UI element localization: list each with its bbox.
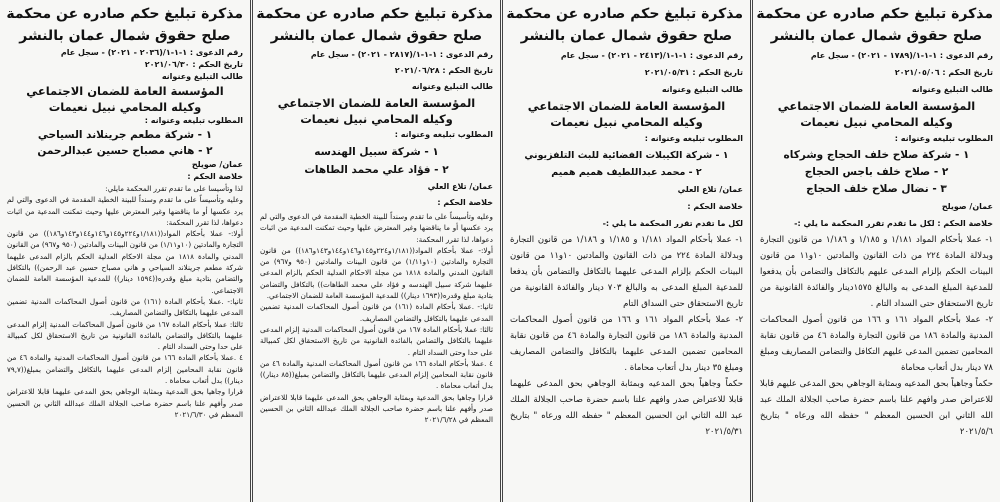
respondent-item: ٢ - صلاح خلف باجس الحجاج <box>804 166 949 178</box>
judgment-paragraph: أولا:- عملا بأحكام المواد((١/١٨١و٢٢٤و١٤٥و١٤٦و١٤٤و١٤٣و١٨٦)) من قانون التجارة والمادتين (١٠و١/١١) من قانون البينات والمادتين (٩٥٠ و٩٦٧) من القانون المدني والمادة ١٨١٨ من مجلة الاحكام العدلية الحكم بالزام المدعى عليهما شركة مطعم جرينلاند السياحي و هاني مصباح حسين عبد الرحمن)) بالتكافل والتضامن بتادية مبلغ وقدره((١٥٩٤ دينار)) للمدعية المؤسسة العامة للضمان الاجتماعي. <box>7 229 243 295</box>
judgment-paragraph: أولا:- عملا بأحكام المواد((١/١٨١و٢٢٤و١٤٥و١٤٦و١٤٤و١٤٣و١٨٦)) من قانون التجارة والمادتين (١٠و١/١١) من قانون البينات والمادتين (٩٥٠ و٩٦٧) من القانون المدني والمادة ١٨١٨ من مجلة الاحكام العدلية الحكم بالزام المدعى عليهما شركة سبيل الهندسه و فؤاد علي محمد الطاهات)) بالتكافل والتضامن بتادية مبلغ وقدره((١٦٩٣ دينار)) للمدعية المؤسسة العامة للضمان الاجتماعي. <box>260 245 494 301</box>
respondent-item: ١ - شركة الكيبلات الفضائية للبث التلفزيوني <box>524 150 729 161</box>
notice-title: صلح حقوق شمال عمان بالنشر <box>770 28 983 44</box>
notice-title: مذكرة تبليغ حكم صادره عن محكمة <box>506 6 743 22</box>
judgment-paragraph: ثانيا:- .عملا بأحكام المادة (١٦١) من قانون أصول المحاكمات المدنية تضمين المدعى عليهما بالتكافل والتضامن المصاريف. <box>260 302 493 323</box>
judgment-paragraph: ثالثا: عملا بأحكام المادة ١٦٧ من قانون أصول المحاكمات المدنية إلزام المدعى عليهما بالتكافل والتضامن بالفائدة القانونية من تاريخ الاستحقاق لكل كمبيالة على حدا وحتى السداد التام . <box>260 324 493 357</box>
requester-label: طالب التبليغ وعنوانه <box>411 82 493 91</box>
judgment-paragraph: ١- عملا بأحكام المواد ١/١٨١ و ١/١٨٥ و ١/١٨٦ من قانون التجارة وبدلالة المادة ٢٢٤ من ذات القانون والمادتين ١٠و١١ من قانون البينات الحكم بإلزام المدعى عليهم بالتكافل والتضامن بأن يدفعوا للمدعية المبلغ المدعى به والبالغ ١٥٧٥دينار والفائدة القانونية من تاريخ الاستحقاق حتى السداد التام . <box>760 235 993 309</box>
respondent-label: المطلوب تبليغه وعنوانه : <box>394 130 493 139</box>
judgment-paragraph: قرارا وجاهيا بحق المدعية وبمثابة الوجاهي بحق المدعى عليهما قابلا للاعتراض صدر وأفهم علنا باسم حضرة صاحب الجلالة الملك عبدالله الثاني بن الحسين المعظم في ٢٠٢١/٦/٣٠ <box>7 387 243 419</box>
location: عمان/ تلاع العلي <box>427 182 493 191</box>
notice-column <box>750 0 1000 502</box>
judgment-paragraph: ٤ .عملا بأحكام المادة ١٦٦ من قانون أصول المحاكمات المدنية والمادة ٤٦ من قانون نقابة المحامين إلزام المدعى عليهما بالتكافل والتضامن بمبلغ((٨٥ دينار)) بدل أتعاب محاماة . <box>260 358 494 391</box>
judgment-paragraph: ٢- عملا بأحكام المواد ١٦١ و ١٦٦ من قانون أصول المحاكمات المدنية والمادة ١٨٦ من قانون التجارة والمادة ٤٦ من قانون نقابة المحامين تضمين المدعى عليهم التكافل والتضامن المصاريف ومبلغ ٧٨ دينار بدل أتعاب محاماة <box>760 315 994 373</box>
judgment-paragraph: وعليه وتأسيساً على ما تقدم وسنداً للبينة الخطية المقدمة في الدعوى والتي لم يرد عكسها أو ما يناقضها وغير المعترض عليها وحيث تمكنت المدعية من اثبات دعواها، لذا تقرر المحكمة: <box>260 212 493 244</box>
notice-column <box>500 0 750 502</box>
notice-column <box>0 0 250 502</box>
respondent-label: المطلوب تبليغه وعنوانه : <box>894 134 993 143</box>
case-number: رقم الدعوى : ١-١-١/(٢٤١٣ - ٢٠٢١) - سجل عام <box>560 51 743 60</box>
requester-label: طالب التبليغ وعنوانه <box>161 72 243 81</box>
notice-title: مذكرة تبليغ حكم صادره عن محكمة <box>6 6 243 22</box>
notice-title: صلح حقوق شمال عمان بالنشر <box>270 28 483 44</box>
respondent-item: ٣ - نضال صلاح خلف الحجاج <box>806 183 947 195</box>
judgment-date: تاريخ الحكم : ٢٠٢١/٠٦/٣٠ <box>144 60 243 69</box>
requester-name: وكيله المحامي نبيل نعيمات <box>300 112 453 126</box>
judgment-paragraph: لذا وتأسيسا على ما تقدم تقرر المحكمة مايلي: <box>105 184 243 193</box>
respondent-item: ٢ - هاني مصباح حسين عبدالرحمن <box>37 145 213 157</box>
requester-name: وكيله المحامي نبيل نعيمات <box>48 100 202 114</box>
respondent-label: المطلوب تبليغه وعنوانه : <box>644 134 743 143</box>
judgment-paragraph: ثالثا: عملا بأحكام المادة ١٦٧ من قانون أصول المحاكمات المدنية إلزام المدعى عليهما بالتكافل والتضامن بالفائدة القانونية من تاريخ الاستحقاق لكل كمبيالة على حدا وحتى السداد التام . <box>7 319 243 352</box>
requester-name: وكيله المحامي نبيل نعيمات <box>550 115 703 129</box>
requester-name: المؤسسة العامة للضمان الاجتماعي <box>26 84 224 98</box>
respondent-item: ١ - شركة سبيل الهندسه <box>314 146 439 158</box>
requester-name: المؤسسة العامة للضمان الاجتماعي <box>277 96 476 110</box>
requester-name: وكيله المحامي نبيل نعيمات <box>800 115 953 129</box>
summary-label: خلاصة الحكم : لكل ما تقدم تقرر المحكمة ما يلي :- <box>794 219 993 228</box>
requester-label: طالب التبليغ وعنوانه <box>661 85 743 94</box>
notice-title: مذكرة تبليغ حكم صادره عن محكمة <box>256 6 493 22</box>
summary-label: خلاصة الحكم : <box>687 202 743 211</box>
judgment-date: تاريخ الحكم : ٢٠٢١/٠٦/٢٨ <box>394 66 493 75</box>
judgment-date: تاريخ الحكم : ٢٠٢١/٠٥/٣١ <box>644 68 743 77</box>
case-number: رقم الدعوى : ١-١-١/(٢٠٣٦ - ٢٠٢١) - سجل عام <box>60 48 243 57</box>
judgment-paragraph: ١- عملا بأحكام المواد ١/١٨١ و ١/١٨٥ و ١/١٨٦ من قانون التجارة وبدلالة المادة ٢٢٤ من ذات القانون والمادتين ١٠و١١ من قانون البينات الحكم بإلزام المدعى عليهما بالتكافل والتضامن بأن يدفعا للمدعية المبلغ المدعى به والبالغ ٧٠٣ دينار والفائدة القانونية من تاريخ الاستحقاق حتى السداق التام <box>510 235 743 309</box>
notice-title: صلح حقوق شمال عمان بالنشر <box>19 28 231 44</box>
requester-label: طالب التبليغ وعنوانه <box>911 85 993 94</box>
judgment-paragraph: ٢- عملا بأحكام المواد ١٦١ و ١٦٦ من قانون أصول المحاكمات المدنية والمادة ١٨٦ من قانون التجارة والمادة ٤٦ من قانون نقابة المحامين تضمين المدعى عليهما بالتكافل والتضامن المصاريف ومبلغ ٣٥ دينار بدل أتعاب محاماة . <box>510 315 744 373</box>
notice-title: مذكرة تبليغ حكم صادره عن محكمة <box>756 6 993 22</box>
location: عمان/ صويلح <box>941 202 993 211</box>
respondent-item: ٢ - فؤاد علي محمد الطاهات <box>304 164 449 176</box>
requester-name: المؤسسة العامة للضمان الاجتماعي <box>527 99 726 113</box>
notice-title: صلح حقوق شمال عمان بالنشر <box>520 28 733 44</box>
location: عمان/ تلاع العلي <box>677 185 743 194</box>
summary-label: لكل ما تقدم تقرر المحكمة ما يلي :- <box>602 219 743 228</box>
location: عمان/ صويلح <box>191 160 243 169</box>
respondent-item: ٢ - محمد عبداللطيف هميم هميم <box>551 167 702 178</box>
judgment-date: تاريخ الحكم : ٢٠٢١/٠٥/٠٦ <box>894 68 993 77</box>
case-number: رقم الدعوى : ١-١-١/(١٧٨٩ - ٢٠٢١) - سجل عام <box>810 51 993 60</box>
summary-label: خلاصة الحكم : <box>187 172 243 181</box>
summary-label: خلاصة الحكم : <box>437 198 493 207</box>
judgment-paragraph: حكماً وجاهياً بحق المدعيه وبمثابة الوجاهي بحق المدعى عليهما قابلا للاعتراض صدر وافهم علنا باسم حضرة صاحب الجلالة الملك عبد الله الثاني ابن الحسين المعظم " حفظه الله ورعاه " بتاريخ ٢٠٢١/٥/٣١ <box>510 379 743 437</box>
judgment-paragraph: ثانيا:- .عملا بأحكام المادة (١٦١) من قانون أصول المحاكمات المدنية تضمين المدعى عليهما بالتكافل والتضامن المصاريف. <box>7 296 243 318</box>
case-number: رقم الدعوى : ١-١-١/(٢٨١٧ - ٢٠٢١) - سجل عام <box>310 50 493 59</box>
judgment-paragraph: ٤ .عملا بأحكام المادة ١٦٦ من قانون أصول المحاكمات المدنية والمادة ٤٦ من قانون نقابة المحامين إلزام المدعى عليهما بالتكافل والتضامن بمبلغ((٧٩,٧ دينار)) بدل أتعاب محاماة . <box>7 353 244 386</box>
judgment-paragraph: قرارا وجاهيا بحق المدعية وبمثابة الوجاهي بحق المدعى عليهما قابلا للاعتراض صدر وأفهم علنا باسم حضرة صاحب الجلالة الملك عبدالله الثاني بن الحسين المعظم في ٢٠٢١/٦/٢٨ <box>260 392 493 425</box>
requester-name: المؤسسة العامة للضمان الاجتماعي <box>777 99 976 113</box>
judgment-paragraph: حكماً وجاهياً بحق المدعيه وبمثابة الوجاهي بحق المدعى عليهم قابلا للاعتراض صدر وافهم علنا باسم حضرة صاحب الجلالة الملك عبد الله الثاني ابن الحسين المعظم " حفظه الله ورعاه " بتاريخ ٢٠٢١/٥/٦ <box>760 379 993 437</box>
notice-column <box>250 0 500 502</box>
judgment-paragraph: وعليه وتأسيساً على ما تقدم وسنداً للبينة الخطية المقدمة في الدعوى والتي لم يرد عكسها أو ما يناقضها وغير المعترض عليها وحيث تمكنت المدعية من اثبات دعواها، لذا تقرر المحكمة: <box>7 195 243 227</box>
respondent-item: ١ - شركة صلاح خلف الحجاج وشركاه <box>783 149 970 161</box>
respondent-item: ١ - شركة مطعم جرينلاند السياحي <box>37 129 213 141</box>
respondent-label: المطلوب تبليغه وعنوانه : <box>144 116 243 125</box>
